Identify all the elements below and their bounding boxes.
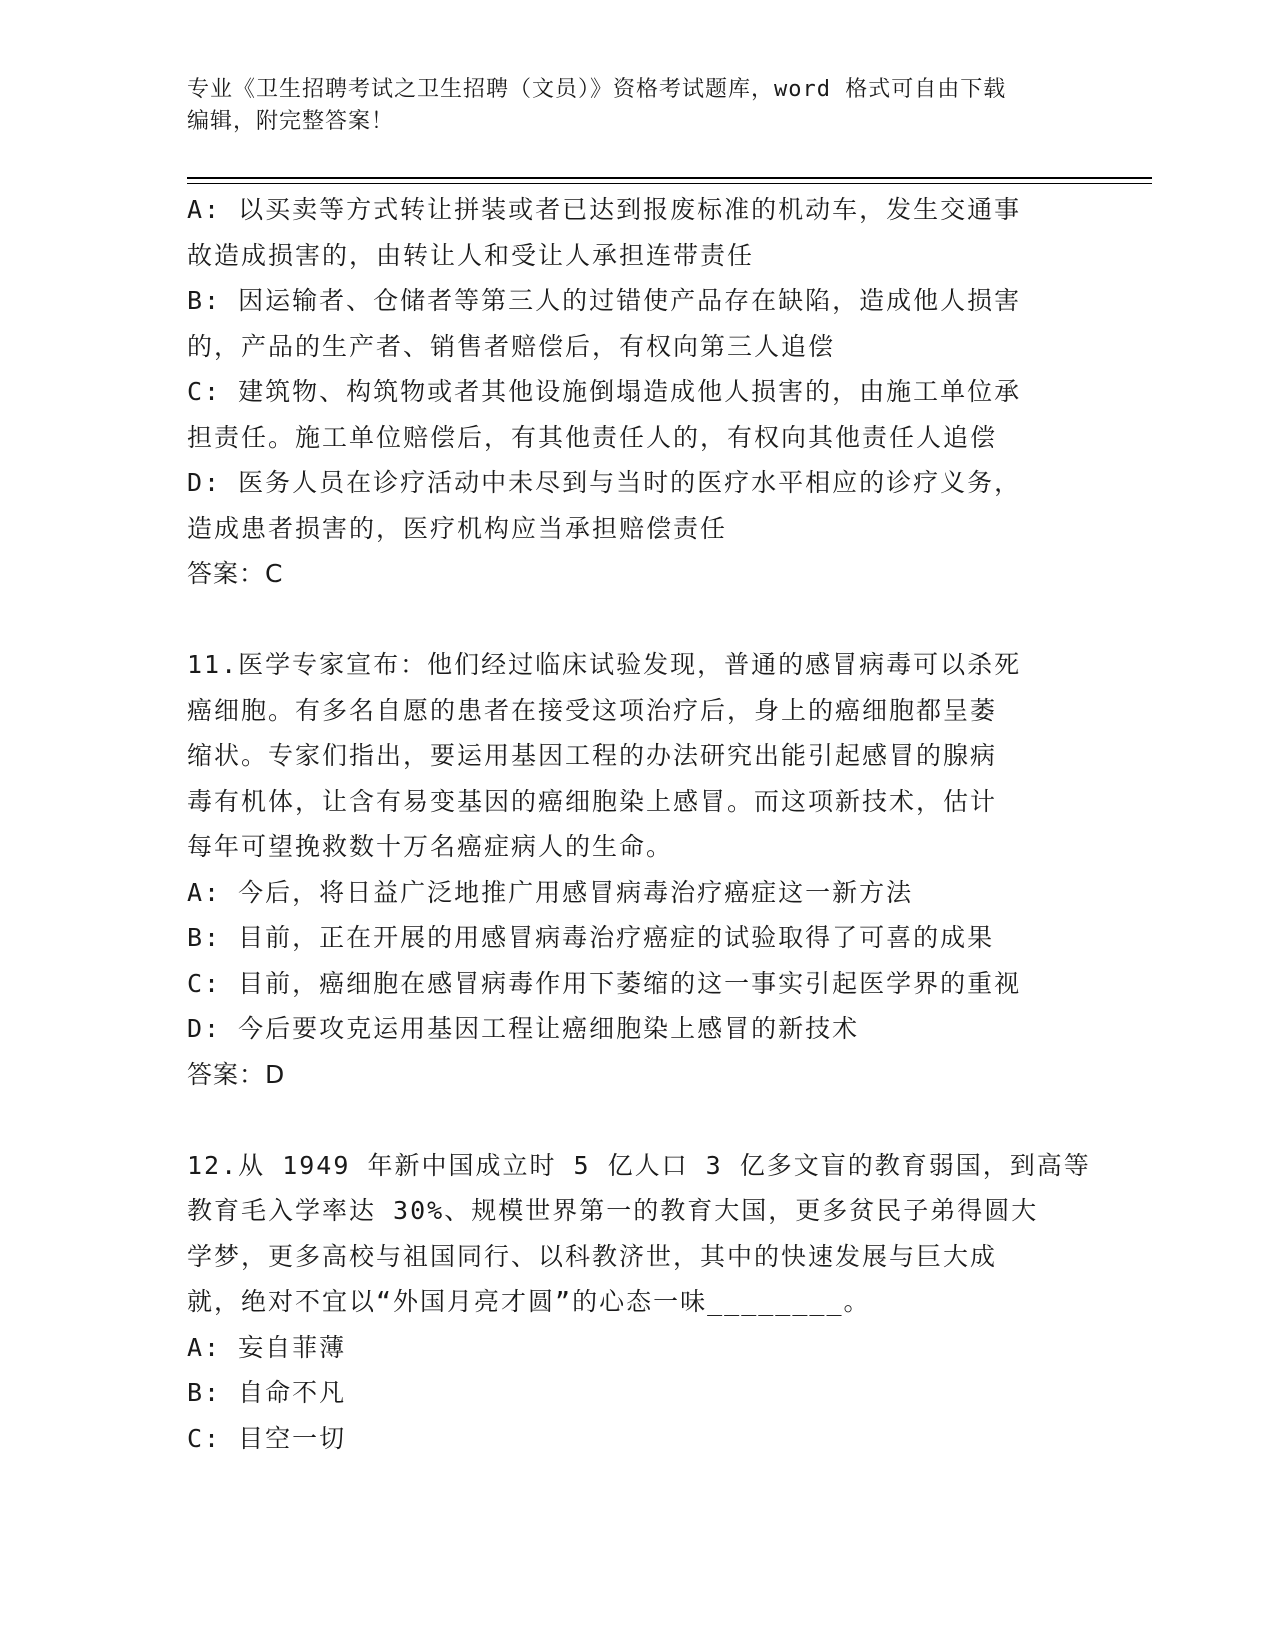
question-stem-line: 缩状。专家们指出，要运用基因工程的办法研究出能引起感冒的腺病 [187,741,998,770]
option-d [187,460,1082,551]
document-header [187,74,1087,138]
option-d: D: 今后要攻克运用基因工程让癌细胞染上感冒的新技术 [187,1014,860,1043]
header-line-1: 专业《卫生招聘考试之卫生招聘（文员）》资格考试题库，word 格式可自由下载 [187,77,1007,102]
option-line: 故造成损害的，由转让人和受让人承担连带责任 [187,240,755,270]
question-stem-line: 癌细胞。有多名自愿的患者在接受这项治疗后，身上的癌细胞都呈萎 [187,695,998,725]
option-line: 的，产品的生产者、销售者赔偿后，有权向第三人追偿 [187,331,836,361]
header-rule-thick [187,177,1152,179]
header-line-2: 编辑，附完整答案！ [187,109,395,134]
option-a: A: 妄自菲薄 [187,1332,347,1362]
option-b [187,278,1082,369]
option-c: C: 目前，癌细胞在感冒病毒作用下萎缩的这一事实引起医学界的重视 [187,968,1022,998]
spacer [187,1097,1082,1143]
option-line: 造成患者损害的，医疗机构应当承担赔偿责任 [187,513,728,543]
option-line: D: 医务人员在诊疗活动中未尽到与当时的医疗水平相应的诊疗义务， [187,468,1022,497]
question-11 [187,642,1082,1097]
question-stem-line: 每年可望挽救数十万名癌症病人的生命。 [187,832,674,861]
option-line: 担责任。施工单位赔偿后，有其他责任人的，有权向其他责任人追偿 [187,422,998,452]
option-c: C: 目空一切 [187,1423,347,1453]
option-b: B: 目前，正在开展的用感冒病毒治疗癌症的试验取得了可喜的成果 [187,923,995,952]
question-12 [187,1143,1091,1462]
option-c [187,369,1082,460]
spacer [187,597,1082,643]
option-line: C: 建筑物、构筑物或者其他设施倒塌造成他人损害的，由施工单位承 [187,377,1022,406]
question-stem-line: 毒有机体，让含有易变基因的癌细胞染上感冒。而这项新技术，估计 [187,786,998,816]
option-a: A: 今后，将日益广泛地推广用感冒病毒治疗癌症这一新方法 [187,877,914,907]
option-b: B: 自命不凡 [187,1378,347,1407]
answer-label: 答案：C [187,559,284,588]
option-line: A: 以买卖等方式转让拼装或者已达到报废标准的机动车，发生交通事 [187,195,1022,224]
question-stem-line: 11.医学专家宣布：他们经过临床试验发现，普通的感冒病毒可以杀死 [187,650,1022,679]
question-stem-line: 学梦，更多高校与祖国同行、以科教济世，其中的快速发展与巨大成 [187,1241,998,1271]
header-rule-thin [187,183,1152,184]
answer-label: 答案：D [187,1059,286,1089]
question-body [187,187,1091,1461]
option-a [187,187,1082,278]
question-10 [187,187,1082,597]
question-stem-line: 就，绝对不宜以“外国月亮才圆”的心态一味________。 [187,1287,871,1316]
question-stem-line: 12.从 1949 年新中国成立时 5 亿人口 3 亿多文盲的教育弱国，到高等 [187,1150,1091,1180]
question-stem-line: 教育毛入学率达 30%、规模世界第一的教育大国，更多贫民子弟得圆大 [187,1196,1039,1225]
option-line: B: 因运输者、仓储者等第三人的过错使产品存在缺陷，造成他人损害 [187,286,1022,315]
